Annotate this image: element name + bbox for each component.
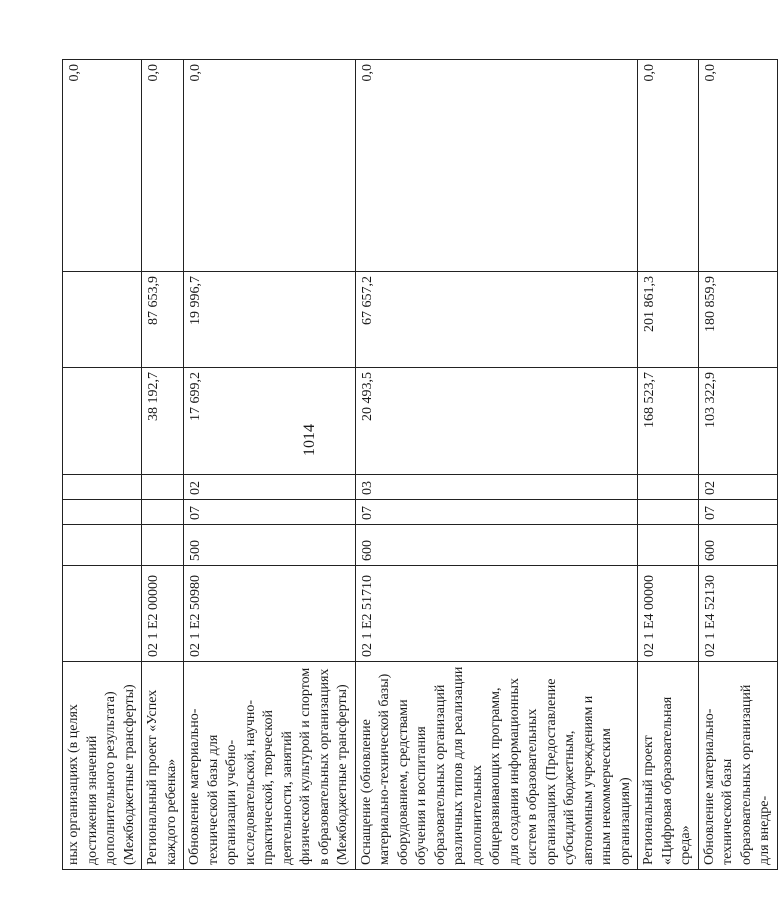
vr-cell: 600 [355, 525, 638, 566]
row-name-cell: Оснащение (обновление материально-технической базы) оборудованием, средствами обучения и воспитания образовательных организаций различных типов для реализации дополнительных общеразвивающих программ, для создания информационных систем в образовательных организациях (Предоставление субсидий бюджетным, автономным учреждениям и иным некоммерческим организациям) [355, 662, 638, 870]
row-name-cell: Региональный проект «Цифровая образовательная среда» [638, 662, 699, 870]
rz-cell: 07 [184, 500, 356, 525]
vr-cell [142, 525, 184, 566]
value-3-cell: 0,0 [698, 60, 777, 272]
value-1-cell: 38 192,7 [142, 368, 184, 475]
rz-cell [142, 500, 184, 525]
row-name-cell: Региональный проект «Успех каждого ребенка» [142, 662, 184, 870]
table-row [184, 60, 356, 870]
pr-cell: 02 [698, 475, 777, 500]
vr-cell: 600 [698, 525, 777, 566]
value-1-cell [63, 368, 142, 475]
value-2-cell [63, 272, 142, 368]
code-cell: 02 1 E4 52130 [698, 566, 777, 662]
rz-cell: 07 [355, 500, 638, 525]
code-cell: 02 1 E2 51710 [355, 566, 638, 662]
value-3-cell: 0,0 [142, 60, 184, 272]
value-2-cell: 201 861,3 [638, 272, 699, 368]
value-2-cell: 180 859,9 [698, 272, 777, 368]
row-name-cell: ных организациях (в целях достижения значений дополнительного результата) (Межбюджетные трансферты) [63, 662, 142, 870]
table-row [638, 60, 699, 870]
value-1-cell: 17 699,2 [184, 368, 356, 475]
value-2-cell: 67 657,2 [355, 272, 638, 368]
value-1-cell: 168 523,7 [638, 368, 699, 475]
budget-table [62, 59, 778, 870]
value-3-cell: 0,0 [63, 60, 142, 272]
code-cell: 02 1 E4 00000 [638, 566, 699, 662]
value-3-cell: 0,0 [355, 60, 638, 272]
table-row [63, 60, 142, 870]
pr-cell [638, 475, 699, 500]
code-cell: 02 1 E2 50980 [184, 566, 356, 662]
value-3-cell: 0,0 [638, 60, 699, 272]
vr-cell: 500 [184, 525, 356, 566]
code-cell [63, 566, 142, 662]
vr-cell [63, 525, 142, 566]
value-1-cell: 103 322,9 [698, 368, 777, 475]
value-2-cell: 19 996,7 [184, 272, 356, 368]
table-row [698, 60, 777, 870]
page-number: 1014 [301, 424, 318, 456]
pr-cell: 03 [355, 475, 638, 500]
code-cell: 02 1 E2 00000 [142, 566, 184, 662]
rz-cell [638, 500, 699, 525]
table-row [355, 60, 638, 870]
row-name-cell: Обновление материально-технической базы для организации учебно-исследовательской, научно-практической, творческой деятельности, занятий физической культурой и спортом в образовательных организациях (Межбюджетные трансферты) [184, 662, 356, 870]
value-2-cell: 87 653,9 [142, 272, 184, 368]
pr-cell [142, 475, 184, 500]
table-row [142, 60, 184, 870]
pr-cell [63, 475, 142, 500]
rotated-page-content [0, 60, 772, 870]
rz-cell: 07 [698, 500, 777, 525]
vr-cell [638, 525, 699, 566]
rz-cell [63, 500, 142, 525]
pr-cell: 02 [184, 475, 356, 500]
value-3-cell: 0,0 [184, 60, 356, 272]
row-name-cell: Обновление материально-технической базы образовательных организаций для внедре- [698, 662, 777, 870]
value-1-cell: 20 493,5 [355, 368, 638, 475]
